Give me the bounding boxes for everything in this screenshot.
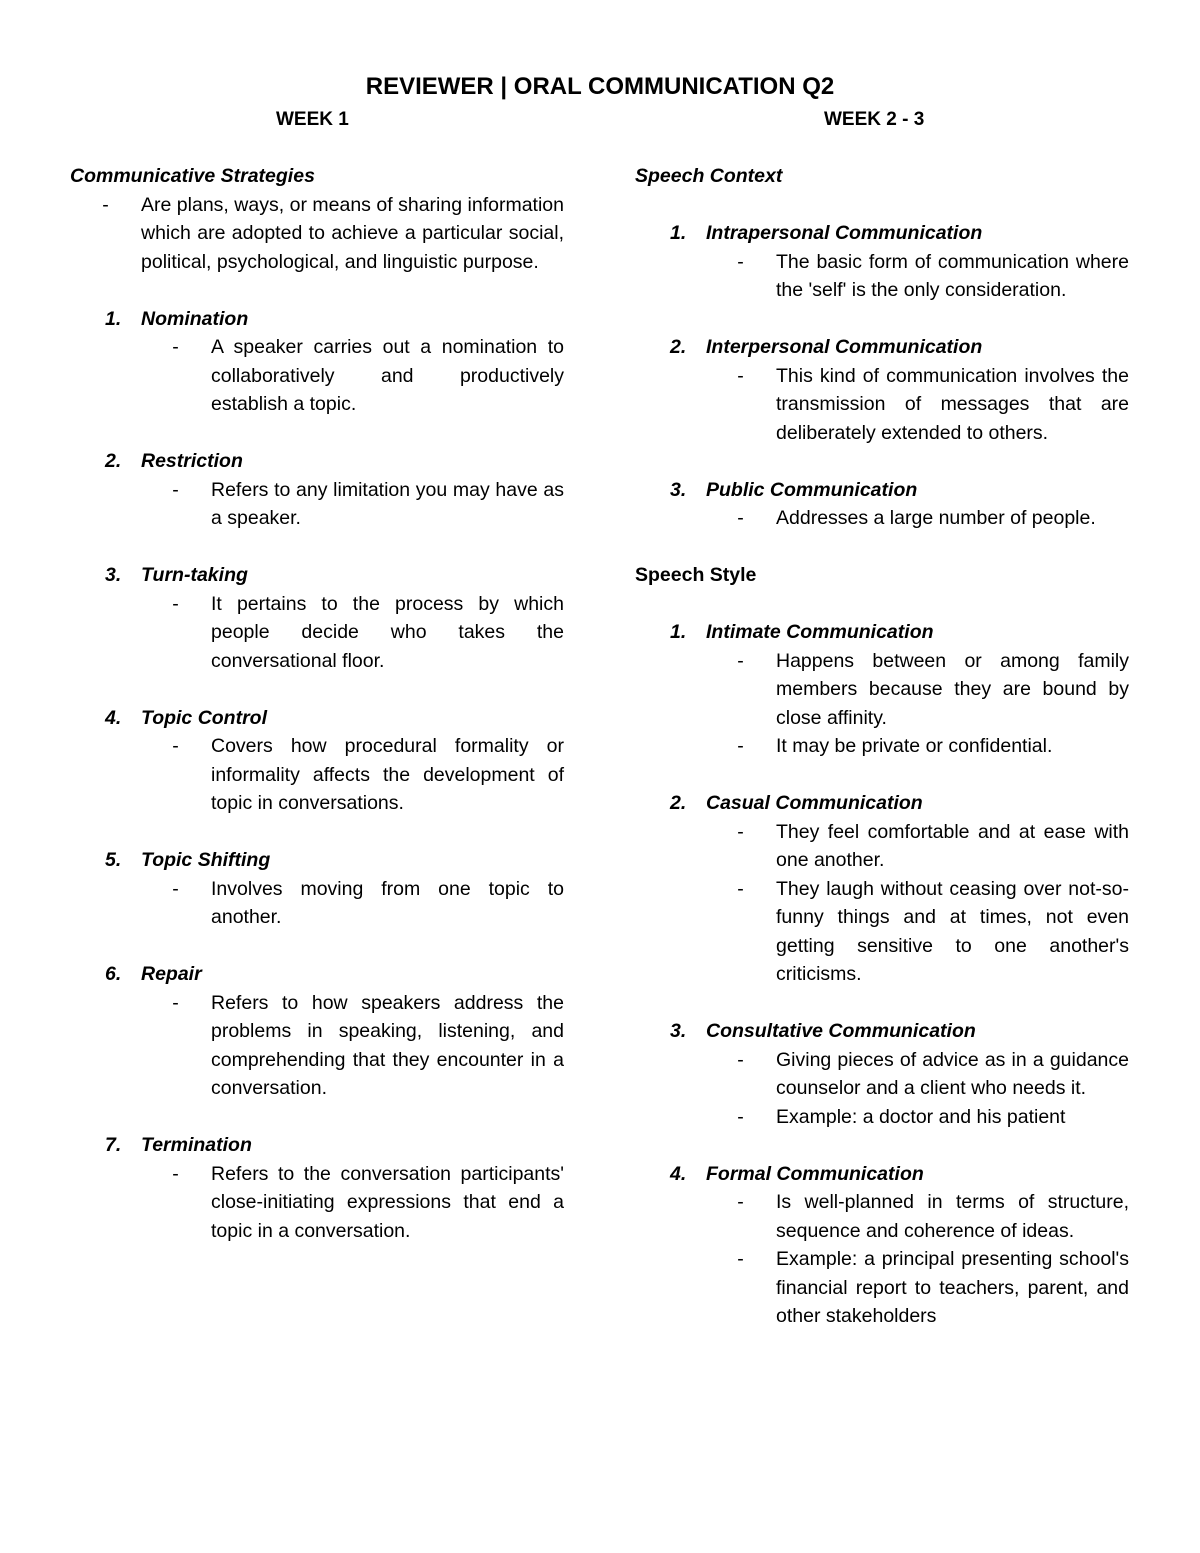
section-title-communicative-strategies: Communicative Strategies [70,165,315,187]
list-item [635,789,1129,989]
list-item [70,704,564,818]
dash-bullet: - [737,735,744,757]
list-item [635,219,1129,305]
bullet-text: It may be private or confidential. [776,735,1053,757]
list-item [635,1160,1129,1331]
list-item [70,1131,564,1245]
bullet-text: Happens between or among family members because they are bound by close affinity. [776,649,1129,729]
bullet-line [635,875,1129,989]
section-definition [70,191,564,277]
item-number: 4. [105,706,122,729]
item-number: 3. [670,478,687,501]
right-column [635,162,1129,1331]
item-label: Intimate Communication [706,621,934,643]
item-number: 7. [105,1134,122,1156]
dash-bullet: - [172,735,179,757]
list-item [635,618,1129,761]
bullet-line [635,1103,1129,1132]
item-label: Turn-taking [141,564,248,586]
dash-bullet: - [737,1105,744,1128]
bullet-line [635,818,1129,875]
dash-bullet: - [172,478,179,501]
item-label: Topic Control [141,706,268,729]
item-number: 3. [670,1020,687,1042]
dash-bullet: - [172,991,179,1014]
dash-bullet: - [737,250,744,273]
bullet-text: Example: a doctor and his patient [776,1105,1066,1128]
item-label: Consultative Communication [706,1020,976,1042]
item-number: 2. [105,450,122,472]
bullet-line [70,1160,564,1246]
bullet-line [635,504,1129,533]
bullet-line [635,1188,1129,1245]
section-title-speech-style: Speech Style [635,564,757,586]
section-title-speech-context: Speech Context [635,165,783,187]
item-label: Nomination [141,307,249,330]
item-number: 5. [105,849,122,871]
bullet-text: Are plans, ways, or means of sharing information which are adopted to achieve a particular social, political, psychological, and linguistic purpose. [141,193,564,273]
item-number: 2. [670,336,687,358]
list-item [70,561,564,675]
bullet-line [70,989,564,1103]
bullet-text: Involves moving from one topic to another. [211,877,564,928]
dash-bullet: - [172,336,179,358]
bullet-text: This kind of communication involves the transmission of messages that are deliberately extended to others. [776,364,1129,444]
bullet-text: Refers to how speakers address the problems in speaking, listening, and comprehending that they encounter in a conversation. [211,991,564,1099]
list-item [70,960,564,1103]
dash-bullet: - [737,1191,744,1213]
item-label: Public Communication [706,478,918,501]
item-label: Intrapersonal Communication [706,222,983,244]
item-label: Repair [141,963,202,985]
item-label: Restriction [141,450,243,472]
bullet-text: It pertains to the process by which people decide who takes the conversational floor. [211,592,564,672]
bullet-text: Covers how procedural formality or informality affects the development of topic in conversations. [211,735,564,814]
item-number: 1. [670,222,687,244]
bullet-text: Is well-planned in terms of structure, sequence and coherence of ideas. [776,1191,1129,1242]
bullet-line [70,476,564,533]
dash-bullet: - [737,877,744,900]
item-number: 1. [670,621,687,643]
dash-bullet: - [737,649,744,672]
list-item [70,305,564,419]
list-item [635,476,1129,533]
dash-bullet: - [737,820,744,843]
item-number: 1. [105,307,122,330]
item-label: Termination [141,1134,252,1156]
dash-bullet: - [102,193,109,216]
bullet-line [635,362,1129,448]
bullet-line [635,1245,1129,1331]
dash-bullet: - [737,507,744,529]
bullet-text: Addresses a large number of people. [776,507,1096,529]
bullet-text: Example: a principal presenting school's financial report to teachers, parent, and other stakeholders [776,1248,1129,1327]
dash-bullet: - [737,364,744,387]
item-number: 3. [105,564,122,586]
dash-bullet: - [172,877,179,900]
bullet-line [635,732,1129,761]
bullet-text: Giving pieces of advice as in a guidance counselor and a client who needs it. [776,1048,1129,1099]
bullet-text: Refers to the conversation participants' close-initiating expressions that end a topic in a conversation. [211,1162,564,1242]
week-right-label: WEEK 2 - 3 [824,109,925,130]
bullet-text: Refers to any limitation you may have as a speaker. [211,478,564,529]
item-number: 4. [670,1162,687,1185]
bullet-line [70,590,564,676]
bullet-text: They laugh without ceasing over not-so-funny things and at times, not even getting sensitive to one another's criticisms. [776,877,1129,985]
page-title: REVIEWER | ORAL COMMUNICATION Q2 [365,73,835,100]
list-item [635,1017,1129,1131]
bullet-text: They feel comfortable and at ease with one another. [776,820,1129,871]
item-number: 6. [105,963,122,985]
bullet-line [635,248,1129,305]
bullet-line [635,1046,1129,1103]
dash-bullet: - [172,592,179,615]
dash-bullet: - [737,1248,744,1270]
bullet-line [70,875,564,932]
item-label: Interpersonal Communication [706,336,983,358]
list-item [70,846,564,932]
week-left-label: WEEK 1 [276,109,349,130]
bullet-line [70,333,564,419]
bullet-line [635,647,1129,733]
bullet-text: The basic form of communication where the 'self' is the only consideration. [776,250,1129,301]
bullet-line [70,191,564,277]
item-number: 2. [670,792,687,814]
item-label: Topic Shifting [141,849,271,871]
dash-bullet: - [172,1162,179,1185]
list-item [635,333,1129,447]
item-label: Casual Communication [706,792,923,814]
list-item [70,447,564,533]
item-label: Formal Communication [706,1162,924,1185]
left-column [70,162,564,1245]
dash-bullet: - [737,1048,744,1071]
bullet-line [70,732,564,818]
bullet-text: A speaker carries out a nomination to collaboratively and productively establish a topic. [211,336,564,415]
